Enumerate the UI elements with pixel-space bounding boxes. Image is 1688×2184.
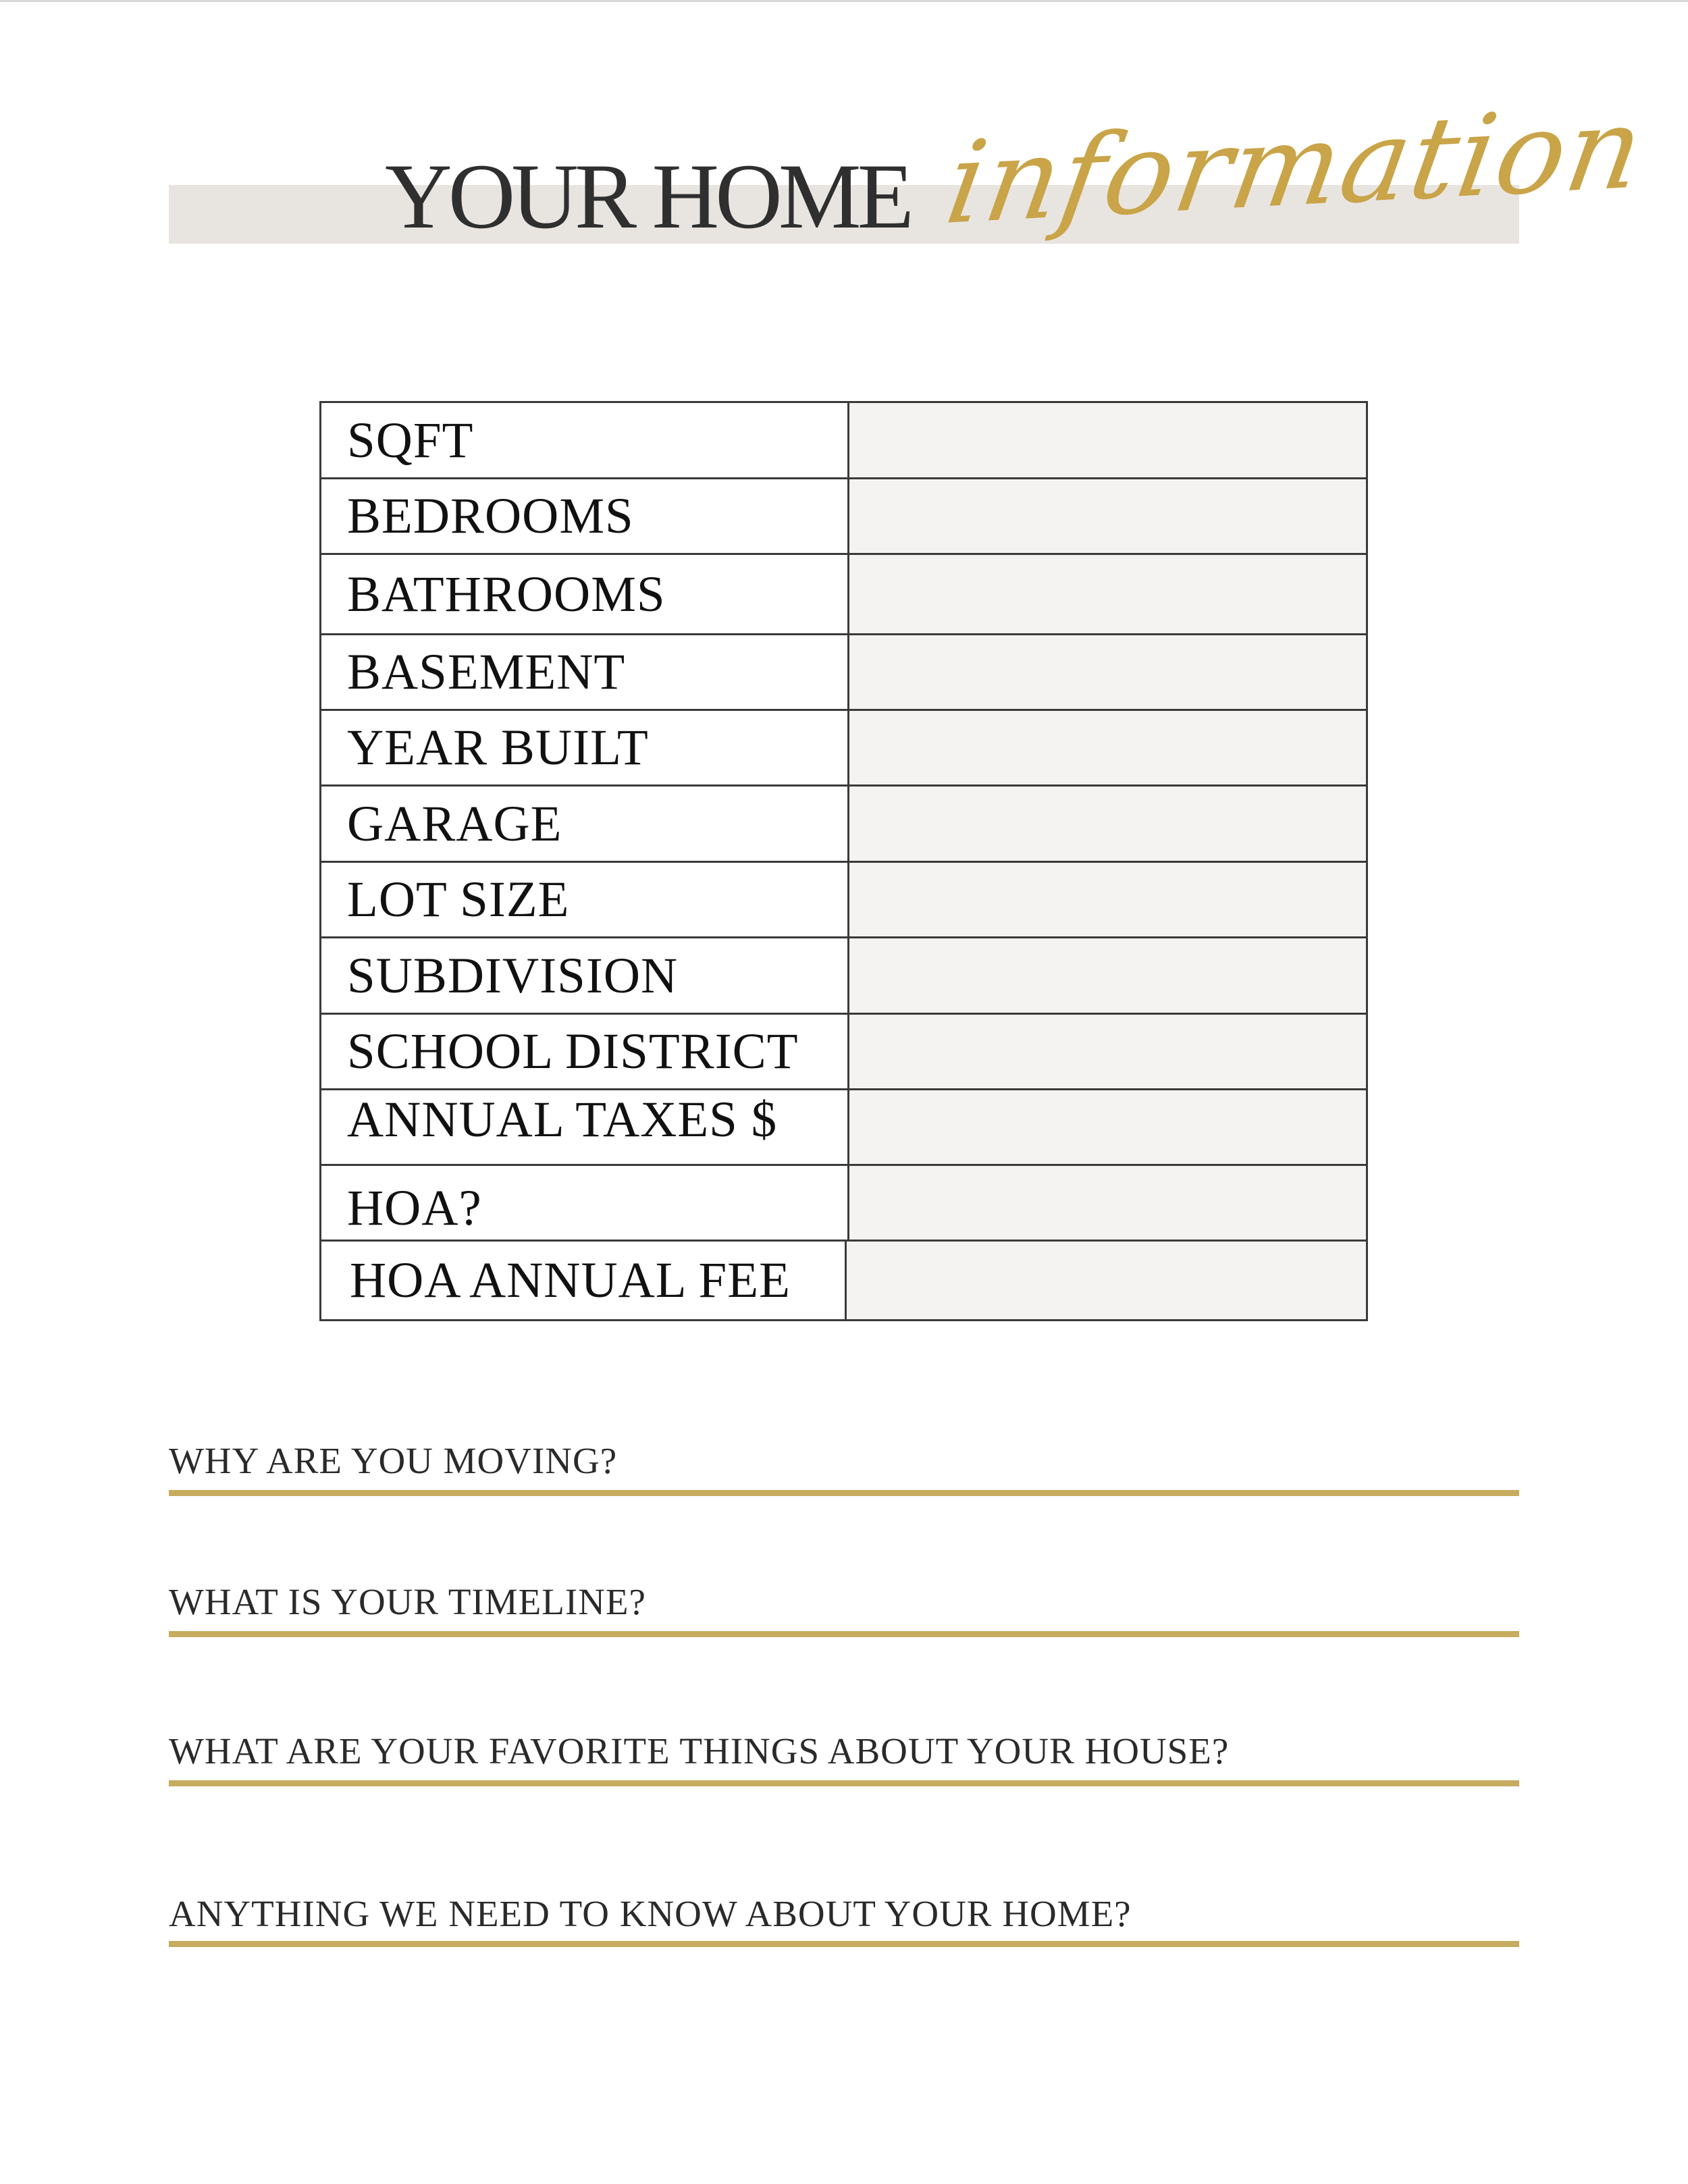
- school-district-input[interactable]: [849, 1015, 1366, 1088]
- row-label-annual-taxes: ANNUAL TAXES $: [321, 1090, 849, 1164]
- table-row-hoa-annual-fee: [321, 1242, 1366, 1319]
- hoa-input[interactable]: [849, 1166, 1366, 1240]
- answer-line-timeline[interactable]: [169, 1631, 1519, 1637]
- top-divider: [0, 0, 1688, 2]
- row-label-hoa-annual-fee: HOA ANNUAL FEE: [321, 1242, 847, 1319]
- row-label-bathrooms: BATHROOMS: [321, 555, 849, 633]
- question-label: WHAT IS YOUR TIMELINE?: [169, 1581, 646, 1622]
- basement-input[interactable]: [849, 635, 1366, 709]
- question-why-moving: [169, 1442, 1519, 1479]
- bathrooms-input[interactable]: [849, 555, 1366, 633]
- row-label-bedrooms: BEDROOMS: [321, 479, 849, 553]
- question-label: ANYTHING WE NEED TO KNOW ABOUT YOUR HOME?: [169, 1893, 1132, 1934]
- garage-input[interactable]: [849, 787, 1366, 861]
- table-row-sqft: [321, 403, 1366, 479]
- table-row-bathrooms: [321, 555, 1366, 635]
- year-built-input[interactable]: [849, 711, 1366, 784]
- answer-line-why-moving[interactable]: [169, 1490, 1519, 1496]
- table-row-lot-size: [321, 863, 1366, 938]
- question-label: WHY ARE YOU MOVING?: [169, 1440, 618, 1481]
- question-label: WHAT ARE YOUR FAVORITE THINGS ABOUT YOUR HOUSE?: [169, 1730, 1230, 1772]
- question-favorite-things: [169, 1730, 1519, 1772]
- answer-line-anything-to-know[interactable]: [169, 1941, 1519, 1947]
- row-label-year-built: YEAR BUILT: [321, 711, 849, 784]
- hoa-annual-fee-input[interactable]: [847, 1242, 1366, 1319]
- answer-line-favorite-things[interactable]: [169, 1780, 1519, 1786]
- row-label-sqft: SQFT: [321, 403, 849, 477]
- row-label-basement: BASEMENT: [321, 635, 849, 709]
- subdivision-input[interactable]: [849, 938, 1366, 1013]
- table-row-garage: [321, 787, 1366, 863]
- page-title-script: information: [938, 81, 1654, 250]
- table-row-year-built: [321, 711, 1366, 787]
- row-label-school-district: SCHOOL DISTRICT: [321, 1015, 849, 1088]
- table-row-school-district: [321, 1015, 1366, 1090]
- row-label-subdivision: SUBDIVISION: [321, 938, 849, 1013]
- table-row-subdivision: [321, 938, 1366, 1015]
- table-row-basement: [321, 635, 1366, 711]
- home-info-table: [319, 401, 1368, 1321]
- table-row-annual-taxes: [321, 1090, 1366, 1166]
- row-label-lot-size: LOT SIZE: [321, 863, 849, 936]
- table-row-bedrooms: [321, 479, 1366, 555]
- question-anything-to-know: [169, 1895, 1519, 1932]
- table-row-hoa: [321, 1166, 1366, 1242]
- bedrooms-input[interactable]: [849, 479, 1366, 553]
- question-timeline: [169, 1583, 1519, 1620]
- row-label-hoa: HOA?: [321, 1166, 849, 1240]
- annual-taxes-input[interactable]: [849, 1090, 1366, 1164]
- page-title: YOUR HOME: [385, 144, 910, 248]
- lot-size-input[interactable]: [849, 863, 1366, 936]
- sqft-input[interactable]: [849, 403, 1366, 477]
- row-label-garage: GARAGE: [321, 787, 849, 861]
